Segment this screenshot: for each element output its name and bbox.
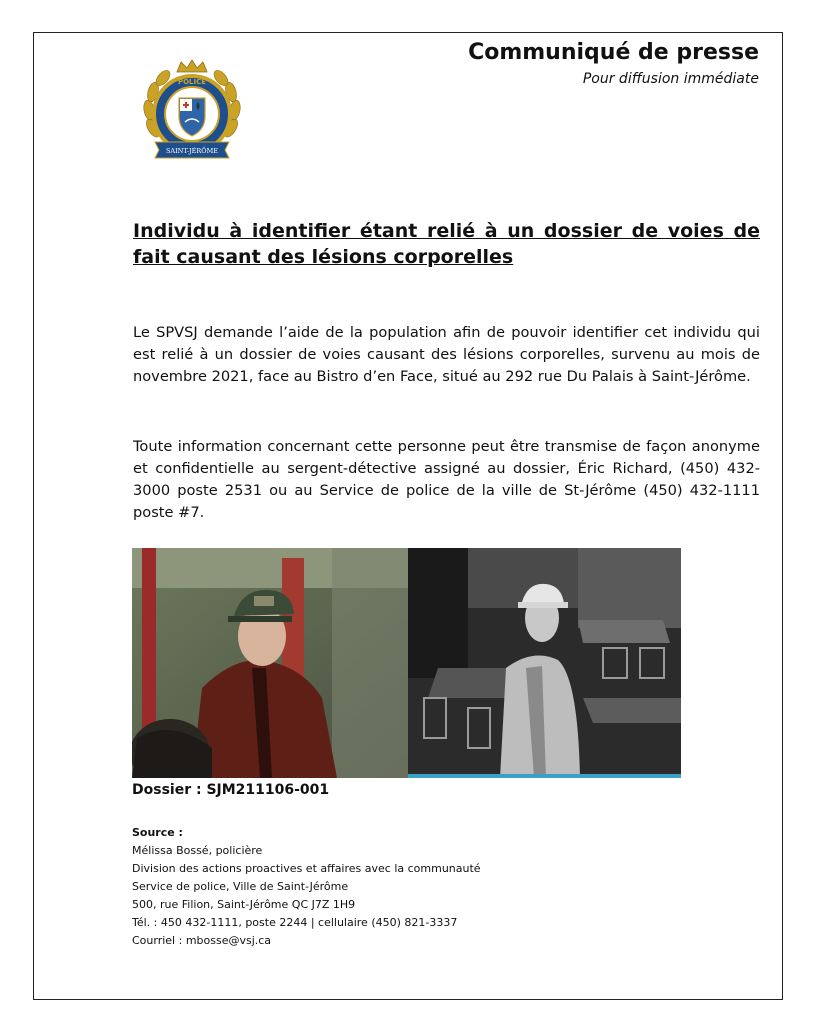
source-line: Division des actions proactives et affaires avec la communauté [132, 862, 481, 875]
source-email-line[interactable]: Courriel : mbosse@vsj.ca [132, 934, 272, 947]
body-paragraph: Toute information concernant cette personne peut être transmise de façon anonyme et confidentielle au sergent-détective assigné au dossier, Éric Richard, (450) 432-3000 poste 2531 ou au Service de police de la ville de St-Jérôme (450) 432-1111 poste #7. [133, 438, 760, 521]
suspect-photo-grayscale [408, 548, 681, 778]
suspect-photo-color [132, 548, 408, 778]
source-block [132, 824, 481, 950]
source-line: Tél. : 450 432-1111, poste 2244 | cellulaire (450) 821-3337 [132, 916, 458, 929]
press-release-subtitle: Pour diffusion immédiate [582, 71, 759, 87]
badge-top-text: POLICE [177, 78, 207, 86]
source-line: 500, rue Filion, Saint-Jérôme QC J7Z 1H9 [132, 898, 356, 911]
source-line: Service de police, Ville de Saint-Jérôme [132, 880, 349, 893]
police-badge-logo [141, 58, 243, 164]
badge-bottom-text: SAINT-JÉRÔME [165, 147, 219, 155]
source-line: Mélissa Bossé, policière [132, 844, 263, 857]
source-label: Source : [132, 826, 183, 839]
body-paragraph: Le SPVSJ demande l’aide de la population afin de pouvoir identifier cet individu qui est relié à un dossier de voies causant des lésions corporelles, survenu au mois de novembre 2021, face au Bistro d’en Face, situé au 292 rue Du Palais à Saint-Jérôme. [133, 324, 760, 385]
case-number: Dossier : SJM211106-001 [132, 782, 330, 798]
press-release-title: Communiqué de presse [468, 40, 759, 65]
headline: Individu à identifier étant relié à un dossier de voies de fait causant des lésions corporelles [133, 220, 760, 268]
